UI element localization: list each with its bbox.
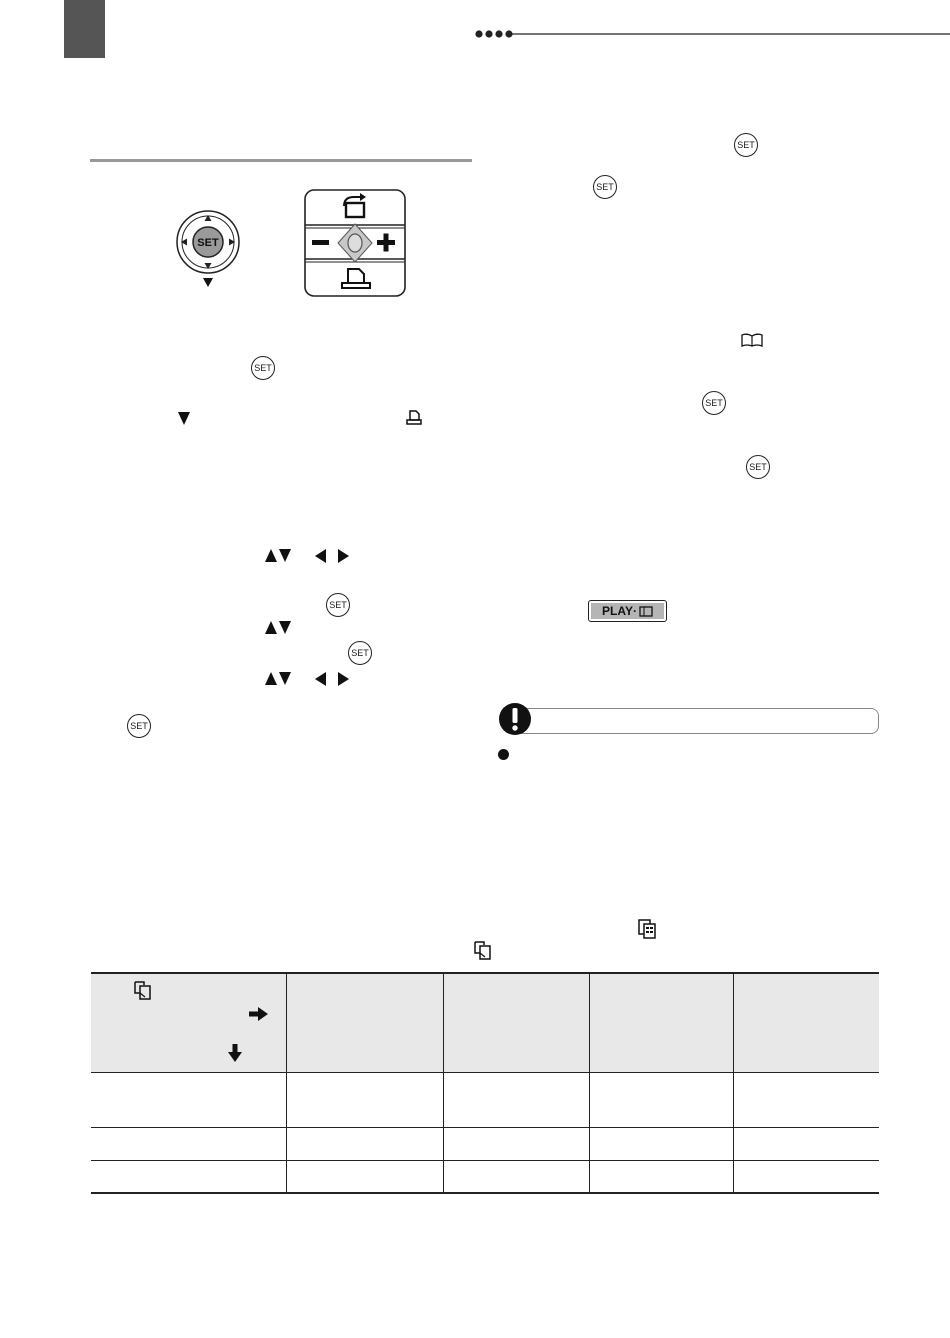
table-cell <box>734 1128 879 1161</box>
table-cell <box>444 1161 590 1194</box>
section-rule <box>90 159 472 162</box>
arrow-right-icon <box>249 1007 268 1021</box>
single-page-icon <box>474 941 491 960</box>
right-arrow-icon <box>338 549 349 563</box>
table-header-cell <box>286 973 444 1073</box>
header-gray-block <box>64 0 105 58</box>
printer-icon <box>405 410 423 426</box>
down-arrow-icon <box>279 621 291 634</box>
set-button-icon: SET <box>348 641 372 665</box>
set-button-icon: SET <box>593 175 617 199</box>
table-row <box>91 1128 879 1161</box>
book-icon <box>741 333 763 348</box>
multi-page-icon <box>638 919 656 939</box>
arrow-down-icon <box>228 1044 242 1062</box>
up-arrow-icon <box>265 621 277 634</box>
up-arrow-icon <box>265 549 277 562</box>
table-header-row <box>91 973 879 1073</box>
set-button-icon: SET <box>734 133 758 157</box>
bullet-dot <box>498 749 509 760</box>
table-cell <box>589 1161 734 1194</box>
play-mode-badge <box>588 600 667 622</box>
set-button-icon: SET <box>326 593 350 617</box>
print-settings-table <box>91 972 879 1194</box>
table-cell <box>91 1161 286 1194</box>
set-button-icon: SET <box>702 391 726 415</box>
table-row <box>91 1073 879 1128</box>
joystick-set-text: SET <box>197 237 219 249</box>
table-header-cell <box>444 973 590 1073</box>
table-cell <box>286 1073 444 1128</box>
left-arrow-icon <box>315 549 326 563</box>
card-icon <box>639 606 653 617</box>
table-cell <box>444 1128 590 1161</box>
button-panel-diagram <box>304 189 406 297</box>
table-cell <box>444 1073 590 1128</box>
caution-bar <box>504 708 879 734</box>
set-button-icon: SET <box>127 714 151 738</box>
table-cell <box>734 1161 879 1194</box>
play-badge-label: PLAY· <box>602 604 637 618</box>
set-button-icon: SET <box>746 455 770 479</box>
table-header-cell <box>589 973 734 1073</box>
table-cell <box>286 1161 444 1194</box>
table-cell <box>91 1128 286 1161</box>
left-arrow-icon <box>315 672 326 686</box>
table-header-cell <box>734 973 879 1073</box>
set-button-icon: SET <box>251 356 275 380</box>
table-header-cell <box>91 973 286 1073</box>
joystick-diagram <box>170 206 246 292</box>
down-arrow-icon <box>178 412 190 425</box>
table-cell <box>734 1073 879 1128</box>
up-arrow-icon <box>265 672 277 685</box>
table-cell <box>286 1128 444 1161</box>
table-cell <box>589 1073 734 1128</box>
table-cell <box>589 1128 734 1161</box>
table-cell <box>91 1073 286 1128</box>
down-arrow-icon <box>279 672 291 685</box>
single-page-icon <box>134 981 151 1000</box>
right-arrow-icon <box>338 672 349 686</box>
down-arrow-icon <box>279 549 291 562</box>
header-dots-rule <box>474 28 950 40</box>
table-row <box>91 1161 879 1194</box>
caution-icon <box>498 702 532 736</box>
